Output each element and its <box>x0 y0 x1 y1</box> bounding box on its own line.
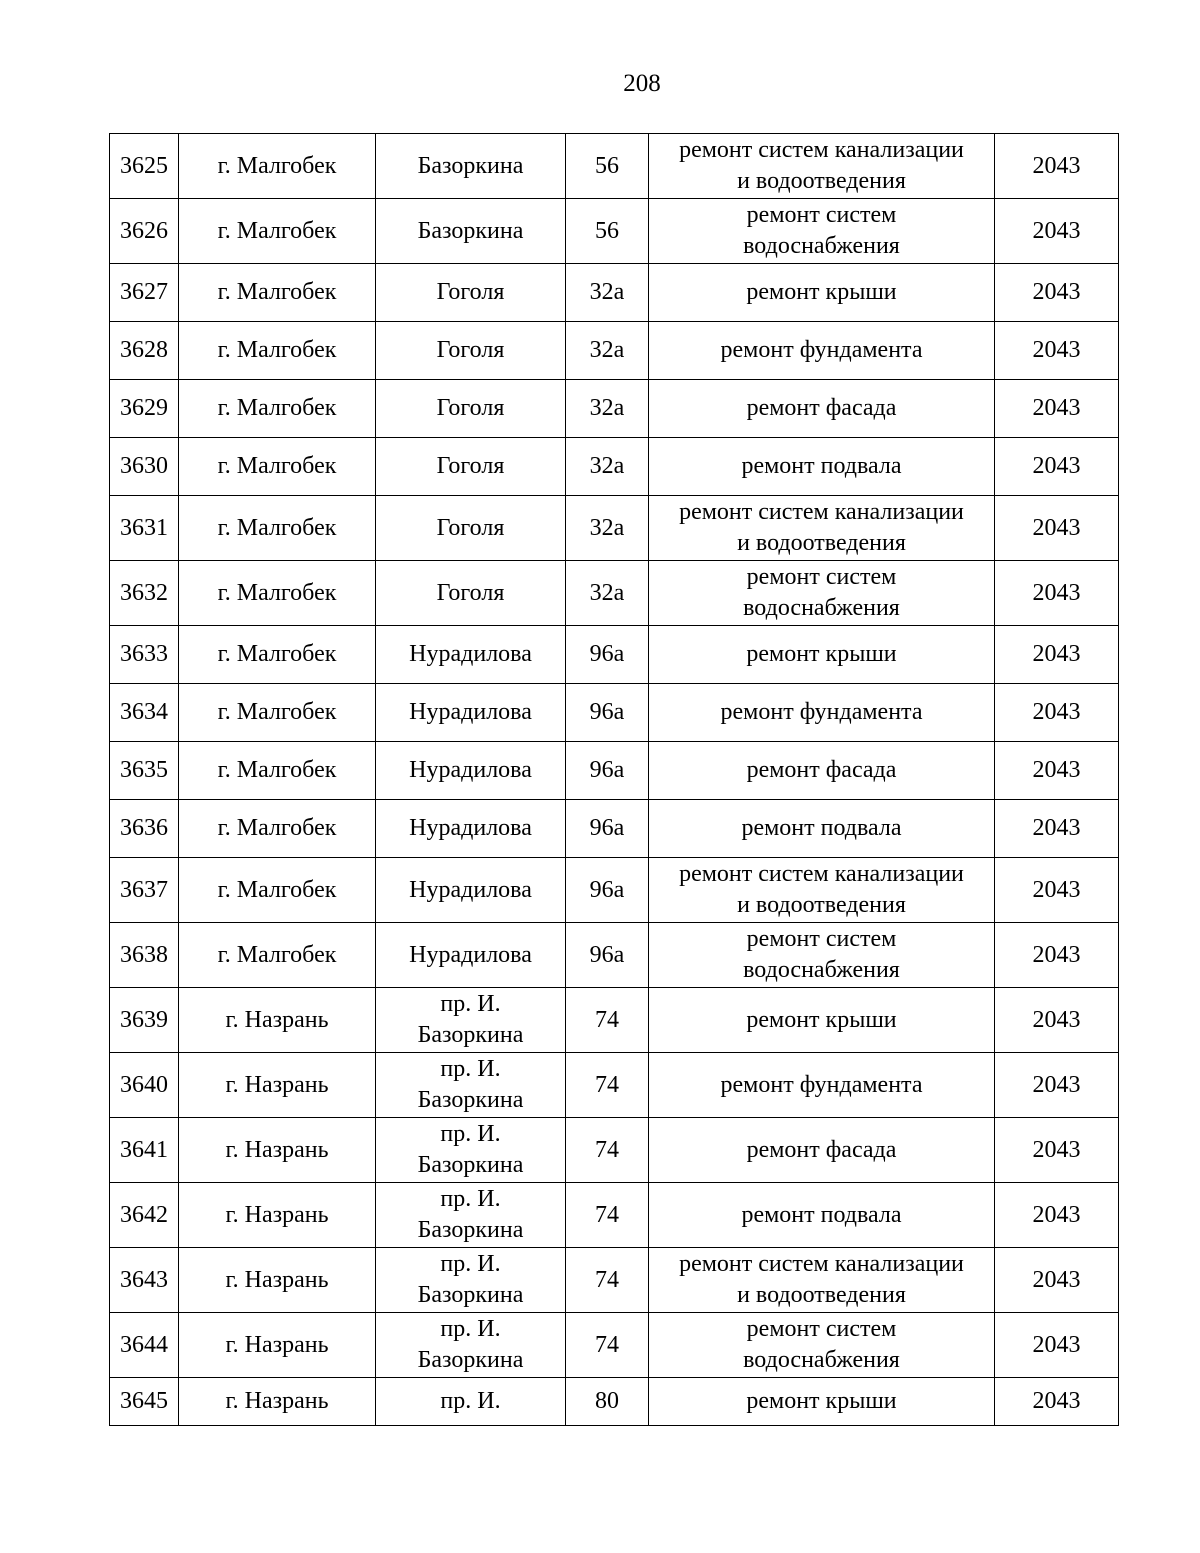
cell-number: 3634 <box>110 684 179 742</box>
cell-number: 3640 <box>110 1053 179 1118</box>
cell-street: пр. И. <box>376 1378 566 1426</box>
table-row <box>110 684 1119 742</box>
cell-city: г. Малгобек <box>179 322 376 380</box>
cell-city: г. Назрань <box>179 1053 376 1118</box>
cell-year: 2043 <box>995 134 1119 199</box>
page-number: 208 <box>623 70 661 97</box>
cell-street: Нурадилова <box>376 923 566 988</box>
cell-year: 2043 <box>995 1378 1119 1426</box>
cell-house: 74 <box>566 988 649 1053</box>
cell-number: 3628 <box>110 322 179 380</box>
cell-street: пр. И. Базоркина <box>376 1248 566 1313</box>
cell-street: Гоголя <box>376 561 566 626</box>
cell-number: 3645 <box>110 1378 179 1426</box>
cell-street: Базоркина <box>376 134 566 199</box>
cell-city: г. Назрань <box>179 1183 376 1248</box>
table-row <box>110 800 1119 858</box>
cell-number: 3627 <box>110 264 179 322</box>
cell-street: пр. И. Базоркина <box>376 1053 566 1118</box>
cell-street: Базоркина <box>376 199 566 264</box>
cell-year: 2043 <box>995 561 1119 626</box>
cell-year: 2043 <box>995 684 1119 742</box>
cell-city: г. Назрань <box>179 988 376 1053</box>
cell-house: 32а <box>566 380 649 438</box>
cell-house: 74 <box>566 1118 649 1183</box>
cell-work-type: ремонт фундамента <box>649 1053 995 1118</box>
cell-house: 56 <box>566 199 649 264</box>
cell-house: 96а <box>566 742 649 800</box>
table-row <box>110 923 1119 988</box>
cell-number: 3638 <box>110 923 179 988</box>
table-row <box>110 858 1119 923</box>
cell-street: Нурадилова <box>376 742 566 800</box>
cell-city: г. Малгобек <box>179 626 376 684</box>
table-row <box>110 438 1119 496</box>
cell-number: 3632 <box>110 561 179 626</box>
cell-house: 32а <box>566 496 649 561</box>
table-row <box>110 1118 1119 1183</box>
cell-house: 32а <box>566 438 649 496</box>
cell-house: 96а <box>566 684 649 742</box>
cell-year: 2043 <box>995 988 1119 1053</box>
cell-year: 2043 <box>995 496 1119 561</box>
table-row <box>110 322 1119 380</box>
cell-house: 32а <box>566 561 649 626</box>
cell-house: 96а <box>566 800 649 858</box>
table-row <box>110 742 1119 800</box>
cell-house: 74 <box>566 1248 649 1313</box>
table-row <box>110 1378 1119 1426</box>
cell-year: 2043 <box>995 1118 1119 1183</box>
cell-city: г. Малгобек <box>179 380 376 438</box>
cell-street: Нурадилова <box>376 858 566 923</box>
cell-number: 3633 <box>110 626 179 684</box>
cell-year: 2043 <box>995 322 1119 380</box>
cell-street: Гоголя <box>376 264 566 322</box>
cell-number: 3635 <box>110 742 179 800</box>
table-row <box>110 1313 1119 1378</box>
cell-number: 3641 <box>110 1118 179 1183</box>
cell-work-type: ремонт фасада <box>649 380 995 438</box>
cell-work-type: ремонт систем канализации и водоотведения <box>649 1248 995 1313</box>
cell-year: 2043 <box>995 800 1119 858</box>
cell-house: 80 <box>566 1378 649 1426</box>
cell-city: г. Малгобек <box>179 684 376 742</box>
table-row <box>110 626 1119 684</box>
cell-work-type: ремонт систем канализации и водоотведения <box>649 496 995 561</box>
cell-city: г. Малгобек <box>179 561 376 626</box>
cell-house: 32а <box>566 264 649 322</box>
table-row <box>110 264 1119 322</box>
cell-house: 96а <box>566 858 649 923</box>
cell-street: пр. И. Базоркина <box>376 1118 566 1183</box>
cell-city: г. Малгобек <box>179 858 376 923</box>
cell-number: 3644 <box>110 1313 179 1378</box>
cell-work-type: ремонт крыши <box>649 1378 995 1426</box>
cell-work-type: ремонт фундамента <box>649 684 995 742</box>
cell-year: 2043 <box>995 742 1119 800</box>
cell-city: г. Малгобек <box>179 438 376 496</box>
cell-work-type: ремонт подвала <box>649 1183 995 1248</box>
cell-street: Нурадилова <box>376 684 566 742</box>
cell-number: 3639 <box>110 988 179 1053</box>
cell-year: 2043 <box>995 858 1119 923</box>
cell-work-type: ремонт фасада <box>649 1118 995 1183</box>
table-row <box>110 1053 1119 1118</box>
cell-street: Гоголя <box>376 380 566 438</box>
table-row <box>110 1183 1119 1248</box>
cell-city: г. Малгобек <box>179 800 376 858</box>
cell-city: г. Малгобек <box>179 134 376 199</box>
cell-year: 2043 <box>995 1053 1119 1118</box>
cell-work-type: ремонт крыши <box>649 626 995 684</box>
cell-house: 74 <box>566 1053 649 1118</box>
cell-work-type: ремонт систем канализации и водоотведения <box>649 134 995 199</box>
cell-year: 2043 <box>995 923 1119 988</box>
cell-number: 3631 <box>110 496 179 561</box>
cell-street: Нурадилова <box>376 800 566 858</box>
cell-house: 74 <box>566 1313 649 1378</box>
cell-street: Нурадилова <box>376 626 566 684</box>
cell-year: 2043 <box>995 380 1119 438</box>
cell-house: 74 <box>566 1183 649 1248</box>
cell-number: 3629 <box>110 380 179 438</box>
table-body <box>110 134 1119 1426</box>
table-row <box>110 988 1119 1053</box>
cell-number: 3636 <box>110 800 179 858</box>
table-row <box>110 134 1119 199</box>
table-row <box>110 561 1119 626</box>
cell-year: 2043 <box>995 626 1119 684</box>
cell-city: г. Малгобек <box>179 742 376 800</box>
cell-house: 56 <box>566 134 649 199</box>
cell-number: 3643 <box>110 1248 179 1313</box>
cell-year: 2043 <box>995 1183 1119 1248</box>
cell-street: пр. И. Базоркина <box>376 1313 566 1378</box>
cell-city: г. Назрань <box>179 1313 376 1378</box>
cell-number: 3630 <box>110 438 179 496</box>
cell-number: 3625 <box>110 134 179 199</box>
cell-year: 2043 <box>995 438 1119 496</box>
table-row <box>110 380 1119 438</box>
cell-city: г. Назрань <box>179 1378 376 1426</box>
cell-city: г. Малгобек <box>179 923 376 988</box>
cell-work-type: ремонт фасада <box>649 742 995 800</box>
cell-year: 2043 <box>995 1248 1119 1313</box>
cell-work-type: ремонт подвала <box>649 438 995 496</box>
cell-house: 32а <box>566 322 649 380</box>
cell-number: 3626 <box>110 199 179 264</box>
cell-work-type: ремонт крыши <box>649 988 995 1053</box>
cell-street: Гоголя <box>376 322 566 380</box>
table-row <box>110 496 1119 561</box>
repair-schedule-table <box>109 133 1119 1426</box>
cell-house: 96а <box>566 626 649 684</box>
cell-city: г. Малгобек <box>179 264 376 322</box>
cell-city: г. Малгобек <box>179 199 376 264</box>
cell-number: 3637 <box>110 858 179 923</box>
cell-number: 3642 <box>110 1183 179 1248</box>
cell-street: пр. И. Базоркина <box>376 1183 566 1248</box>
cell-work-type: ремонт крыши <box>649 264 995 322</box>
cell-work-type: ремонт подвала <box>649 800 995 858</box>
cell-work-type: ремонт систем водоснабжения <box>649 561 995 626</box>
cell-work-type: ремонт систем канализации и водоотведения <box>649 858 995 923</box>
cell-work-type: ремонт систем водоснабжения <box>649 1313 995 1378</box>
cell-work-type: ремонт систем водоснабжения <box>649 199 995 264</box>
cell-city: г. Назрань <box>179 1118 376 1183</box>
cell-work-type: ремонт систем водоснабжения <box>649 923 995 988</box>
cell-street: пр. И. Базоркина <box>376 988 566 1053</box>
cell-street: Гоголя <box>376 438 566 496</box>
cell-year: 2043 <box>995 264 1119 322</box>
cell-house: 96а <box>566 923 649 988</box>
cell-work-type: ремонт фундамента <box>649 322 995 380</box>
cell-city: г. Малгобек <box>179 496 376 561</box>
cell-year: 2043 <box>995 199 1119 264</box>
cell-city: г. Назрань <box>179 1248 376 1313</box>
cell-year: 2043 <box>995 1313 1119 1378</box>
table-row <box>110 1248 1119 1313</box>
cell-street: Гоголя <box>376 496 566 561</box>
table-row <box>110 199 1119 264</box>
